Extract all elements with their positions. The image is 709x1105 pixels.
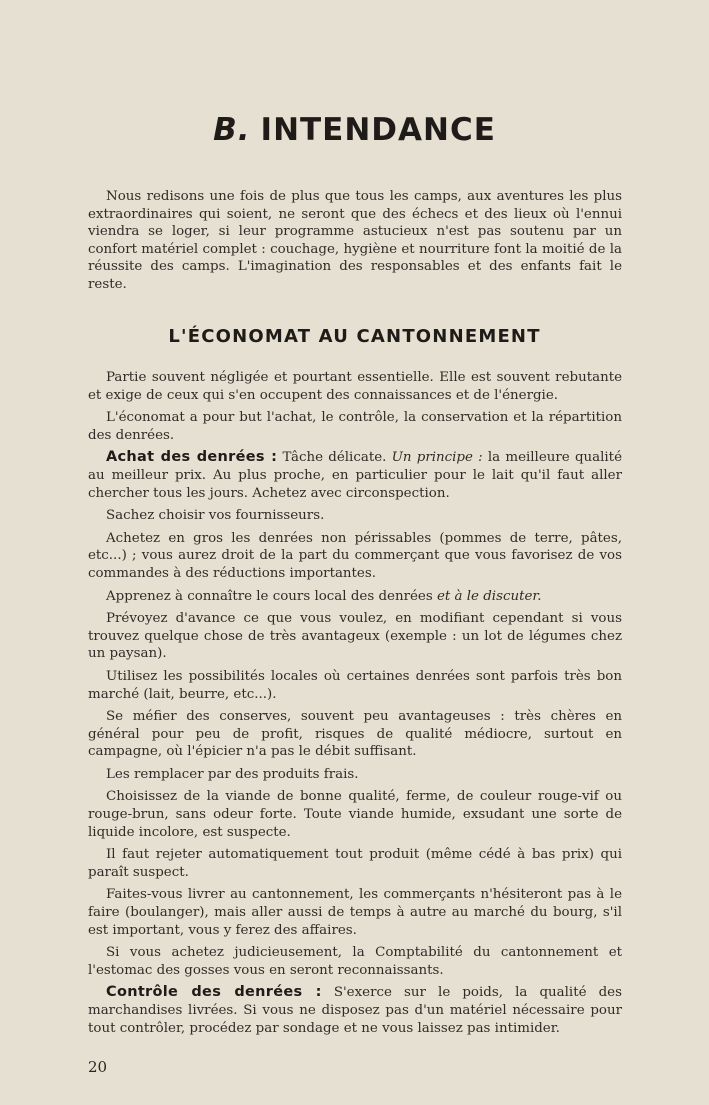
paragraph-economat: L'économat a pour but l'achat, le contrôle, la conservation et la répartition des denrées. [88,410,622,443]
paragraph-judicieux: Si vous achetez judicieusement, la Comptabilité du cantonnement et l'estomac des gosses vous en seront reconnaissants. [88,945,622,978]
paragraph-sachez: Sachez choisir vos fournisseurs. [106,508,325,524]
paragraph-controle [88,984,622,1037]
intro-paragraph: Nous redisons une fois de plus que tous les camps, aux aventures les plus extraordinaires qui soient, ne seront que des échecs et des lieux où l'ennui viendra se loger, si leur programme astucieux n'est pas soutenu par un confort matériel complet : couchage, hygiène et nourriture font la moitié de la réussite des camps. L'imagination des responsables et des enfants fait le reste. [88,189,622,292]
paragraph-partie: Partie souvent négligée et pourtant essentielle. Elle est souvent rebutante et exige de ceux qui s'en occupent des connaissances et de l'énergie. [88,370,622,403]
paragraph-mefier: Se méfier des conserves, souvent peu avantageuses : très chères en général pour peu de profit, risques de qualité médiocre, surtout en campagne, où l'épicier n'a pas le débit suffisant. [88,709,622,760]
paragraph-achat [88,449,622,502]
body-text [88,369,622,1042]
paragraph-prevoyez: Prévoyez d'avance ce que vous voulez, en modifiant cependant si vous trouvez quelque chose de très avantageux (exemple : un lot de légumes chez un paysan). [88,611,622,662]
page-title [0,112,709,148]
paragraph-remplacer: Les remplacer par des produits frais. [106,766,359,782]
paragraph-livrer: Faites-vous livrer au cantonnement, les commerçants n'hésiteront pas à le faire (boulanger), mais aller aussi de temps à autre au marché du bourg, s'il est important, vous y ferez des affaires. [88,887,622,938]
achat-principle: Un principe : [391,450,483,466]
paragraph-apprenez [88,588,622,606]
section-title: L'ÉCONOMAT AU CANTONNEMENT [168,326,541,347]
achat-heading: Achat des denrées : [106,449,278,466]
controle-text: S'exerce sur le poids, la qualité des marchandises livrées. Si vous ne disposez pas d'un matériel nécessaire pour tout contrôler, procédez par sondage et ne vous laissez pas intimider. [88,985,622,1036]
controle-heading: Contrôle des denrées : [106,984,322,1001]
paragraph-gros: Achetez en gros les denrées non périssables (pommes de terre, pâtes, etc...) ; vous aurez droit de la part du commerçant que vous favorisez de vos commandes à des réductions importantes. [88,530,622,581]
apprenez-text: Apprenez à connaître le cours local des denrées [106,588,437,604]
paragraph-viande: Choisissez de la viande de bonne qualité, ferme, de couleur rouge-vif ou rouge-brun, sans odeur forte. Toute viande humide, exsudant une sorte de liquide incolore, est suspecte. [88,789,622,840]
page-number: 20 [88,1058,108,1076]
title-text: INTENDANCE [260,112,496,148]
paragraph-rejeter: Il faut rejeter automatiquement tout produit (même cédé à bas prix) qui paraît suspect. [88,847,622,880]
apprenez-emphasis: et à le discuter. [436,588,542,604]
achat-text-b: la meilleure qualité au meilleur prix. Au plus proche, en particulier pour le lait qu'il faut aller chercher tous les jours. Achetez avec circonspection. [88,450,622,501]
intro-block [88,188,622,299]
paragraph-utilisez: Utilisez les possibilités locales où certaines denrées sont parfois très bon marché (lait, beurre, etc...). [88,668,622,702]
achat-text-a: Tâche délicate. [277,450,392,466]
title-letter: B. [213,112,251,148]
